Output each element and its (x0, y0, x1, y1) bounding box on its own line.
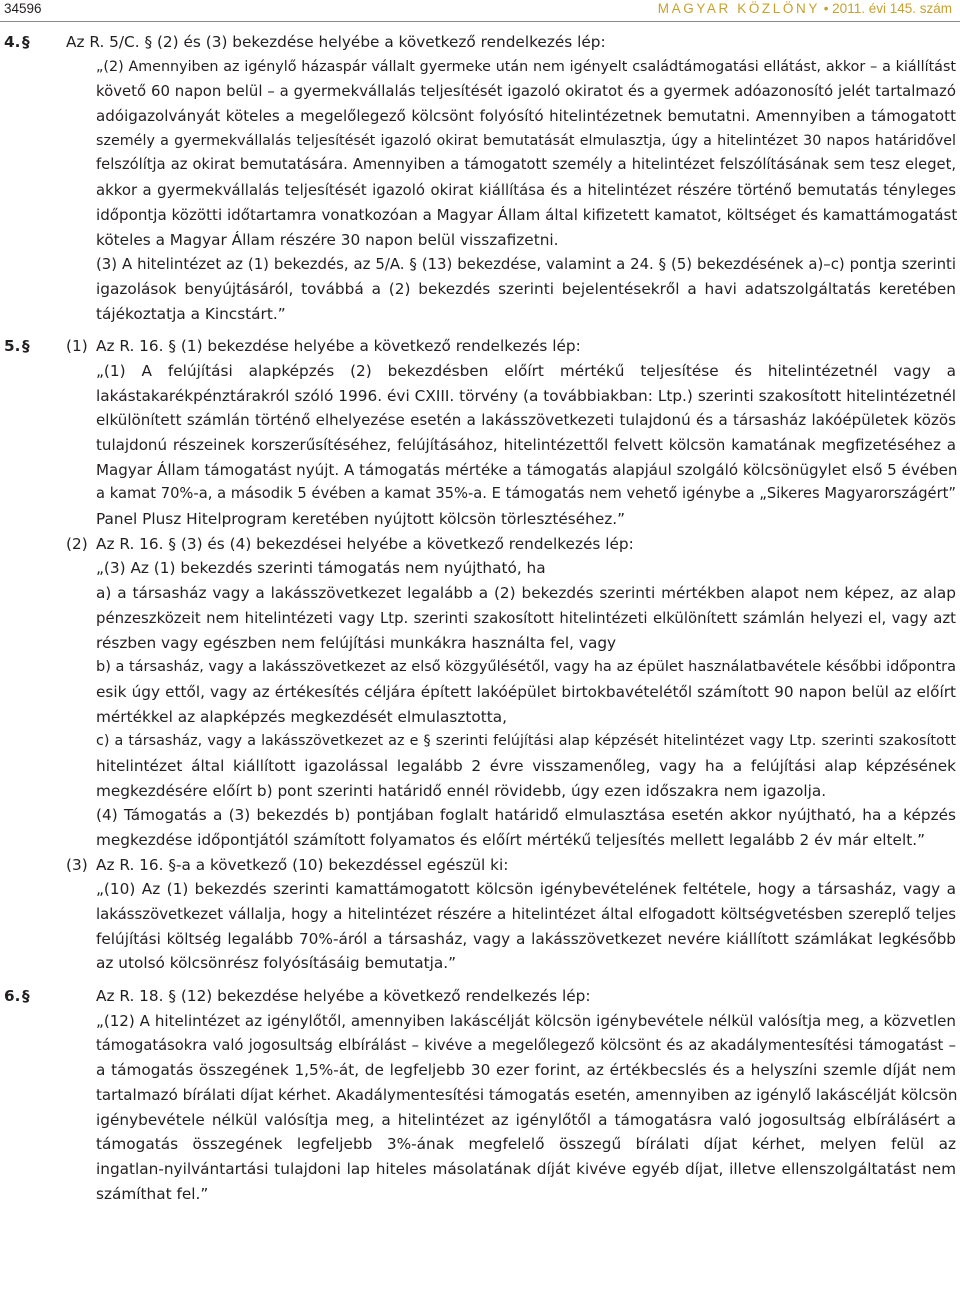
text-line: köteles a Magyar Állam részére 30 napon belül visszafizetni. (96, 230, 559, 249)
section-4-heading (0, 30, 960, 55)
text-line: „(10) Az (1) bekezdés szerinti kamattámogatott kölcsön igénybevételének feltétele, hogy a társasház, vagy a (96, 880, 956, 899)
section-5-heading (0, 334, 960, 359)
text-line: részben vagy egészben nem felújítási munkákra használta fel, vagy (96, 633, 617, 652)
section-5-paragraph-2-heading (0, 532, 960, 557)
page-header (0, 0, 960, 22)
header-rule (0, 21, 960, 22)
text-line: a kamat 70%-a, a második 5 évében a kamat 35%-a. E támogatás nem vehető igénybe a „Sikeres Magyarországért” (96, 485, 956, 503)
text-line: az utolsó kölcsönrész folyósításáig bemutatja.” (96, 954, 456, 973)
section-6-text (0, 1009, 956, 1207)
section-5-paragraph-2 (0, 556, 956, 852)
text-line: lakástakarékpénztárakról szóló 1996. évi CXIII. törvény (a továbbiakban: Ltp.) szerinti szakosított hitelintézetnél (96, 386, 956, 405)
text-line: támogatás összegének legfeljebb 3%-ának megfelelő összegű bírálati díjat kérhet, melyen felül az (96, 1135, 956, 1154)
text-line: igénybevétele nélkül valósítja meg, a hitelintézet az igénylőtől a támogatásra való jogosultság elbírálásért a (96, 1110, 956, 1129)
text-line: megkezdése időpontjától számított folyamatos és előírt mértékű teljesítés mellett legalább 2 év már eltelt.” (96, 831, 925, 849)
text-line: b) a társasház, vagy a lakásszövetkezet az első közgyűlésétől, vagy ha az épület használatbavétele későbbi időpontra (96, 659, 956, 676)
text-line: pénzeszközeit nem hitelintézeti vagy Ltp. szerinti szakosított hitelintézeti elkülönített számlán helyezi el, vagy azt (96, 608, 956, 627)
text-line: c) a társasház, vagy a lakásszövetkezet az e § szerinti felújítási alap képzését hitelintézet vagy Ltp. szerinti szakosított (96, 733, 956, 750)
text-line: „(1) A felújítási alapképzés (2) bekezdésben előírt mértékű teljesítése és hitelintézetnél vagy a (96, 361, 956, 380)
section-number: 4. (4, 33, 21, 51)
text-line: adóigazolványát köteles a megelőlegező kölcsönt folyósító hitelintézetnek bemutatni. Amennyiben a támogatott (96, 107, 956, 126)
text-line: (3) A hitelintézet az (1) bekezdés, az 5/A. § (13) bekezdése, valamint a 24. § (5) bekezdésének a)–c) pontja szerinti (96, 255, 956, 274)
section-5-paragraph-3-heading (0, 853, 960, 878)
paragraph-number: (2) (66, 534, 88, 553)
text-line: a támogatás összegének 1,5%-át, de legfeljebb 30 ezer forint, az értékbecslés és a helyszíni szemle díját nem (96, 1061, 956, 1080)
text-line: tartalmazó bírálati díjat kérhet. Akadálymentesítési támogatás esetén, amennyiben az igénylő lakáscélját kölcsön (96, 1085, 958, 1104)
section-intro: Az R. 5/C. § (2) és (3) bekezdése helyébe a következő rendelkezés lép: (66, 33, 606, 51)
text-line: tájékoztatja a Kincstárt.” (96, 304, 286, 323)
text-line: igazolások benyújtásáról, továbbá a (2) bekezdés szerinti bejelentésekről a havi adatszolgáltatás keretében (96, 279, 956, 298)
text-line: Magyar Állam támogatást nyújt. A támogatás mértéke a támogatás alapjául szolgáló kölcsönügylet első 5 évében (96, 460, 958, 479)
text-line: számíthat fel.” (96, 1184, 209, 1203)
text-line: akkor a gyermekvállalás teljesítését igazoló okirat kiállítása és a hitelintézet részére történő bemutatás tényleges (96, 181, 956, 200)
paragraph-intro: Az R. 16. § (3) és (4) bekezdései helyébe a következő rendelkezés lép: (96, 534, 634, 553)
text-line: a) a társasház vagy a lakásszövetkezet legalább a (2) bekezdés szerinti mértékben alapot nem képez, az alap (96, 584, 956, 603)
issue-number: 2011. évi 145. szám (832, 1, 952, 16)
text-line: követő 60 napon belül – a gyermekvállalás teljesítését igazoló okiratot és a gyermek adóazonosító jelét tartalmazó (96, 82, 956, 101)
text-line: megkezdésére előírt b) pont szerinti határidő ennél rövidebb, úgy ezen időszakra nem igazolja. (96, 781, 827, 800)
text-line: időpontja közötti időtartamra vonatkozóan a Magyar Állam által kifizetett kamatot, költséget és kamattámogatást (96, 205, 958, 224)
text-line: ingatlan-nyilvántartási tulajdoni lap hiteles másolatának díját kivéve egyéb díjat, illetve ellenszolgáltatást nem (96, 1159, 956, 1178)
section-sign: § (22, 337, 30, 356)
text-line: Panel Plusz Hitelprogram keretében nyújtott kölcsön törlesztéséhez.” (96, 510, 626, 529)
section-5-paragraph-3 (0, 877, 956, 976)
text-line: támogatásokra való jogosultság elbírálást – kivéve a megelőlegező kölcsönt és az akadálymentesítési támogatást – (96, 1036, 956, 1054)
text-line: tulajdonú részeinek korszerűsítéséhez, felújításához, hitelintézettől felvett kölcsön kamatának megfizetéséhez a (96, 436, 956, 454)
section-sign: § (22, 33, 30, 51)
section-4-text (0, 55, 956, 327)
text-line: „(2) Amennyiben az igénylő házaspár vállalt gyermeke után nem igényelt családtámogatási ellátást, akkor – a kiállítást (96, 58, 956, 75)
text-line: felújítási költség legalább 70%-áról a társasház, vagy a lakásszövetkezet nevére kiállított számlákat legkésőbb (96, 929, 956, 948)
text-line: esik úgy ettől, vagy az értékesítés céljára épített lakóépület birtokbavételétől számított 90 napon belül az előírt (96, 682, 956, 701)
paragraph-intro: Az R. 16. §-a a következő (10) bekezdéssel egészül ki: (96, 855, 509, 874)
section-intro: Az R. 18. § (12) bekezdése helyébe a következő rendelkezés lép: (96, 987, 591, 1006)
text-line: mértékkel az alapképzés megkezdését elmulasztotta, (96, 707, 507, 726)
section-sign: § (22, 987, 30, 1006)
paragraph-number: (3) (66, 855, 88, 874)
text-line: (4) Támogatás a (3) bekezdés b) pontjában foglalt határidő elmulasztása esetén akkor nyújtható, ha a képzés (96, 806, 956, 825)
document-body (0, 30, 960, 1206)
text-line: „(12) A hitelintézet az igénylőtől, amennyiben lakáscélját kölcsön igénybevétele nélkül valósítja meg, a közvetlen (96, 1011, 956, 1030)
text-line: hitelintézet által kiállított igazolással legalább 2 évre visszamenőleg, vagy ha a felújítási alap képzésének (96, 756, 956, 775)
paragraph-number: (1) (66, 337, 88, 356)
section-5-paragraph-1 (0, 359, 956, 532)
paragraph-intro: Az R. 16. § (1) bekezdése helyébe a következő rendelkezés lép: (96, 337, 581, 356)
section-number: 6. (4, 987, 21, 1006)
journal-title: MAGYAR KÖZLÖNY (657, 1, 820, 16)
text-line: személy a gyermekvállalás teljesítését igazoló okirat bemutatását elmulasztja, úgy a hitelintézet 30 napos határidővel (96, 132, 956, 149)
text-line: elkülönített számlán történő elhelyezése esetén a lakásszövetkezeti tulajdonú és a társasház lakóépületek közös (96, 411, 956, 430)
page-number: 34596 (4, 1, 42, 16)
text-line: felszólítja az okirat bemutatására. Amennyiben a támogatott személy a hitelintézet felszólításának sem tesz eleget, (96, 156, 956, 174)
section-6-heading (0, 984, 960, 1009)
text-line: lakásszövetkezet vállalja, hogy a hitelintézet részére a hitelintézet által elfogadott költségvetésben szereplő teljes (96, 905, 956, 924)
text-line: „(3) Az (1) bekezdés szerinti támogatás nem nyújtható, ha (96, 559, 546, 578)
section-number: 5. (4, 337, 21, 356)
journal-info: MAGYAR KÖZLÖNY • 2011. évi 145. szám (657, 1, 952, 16)
